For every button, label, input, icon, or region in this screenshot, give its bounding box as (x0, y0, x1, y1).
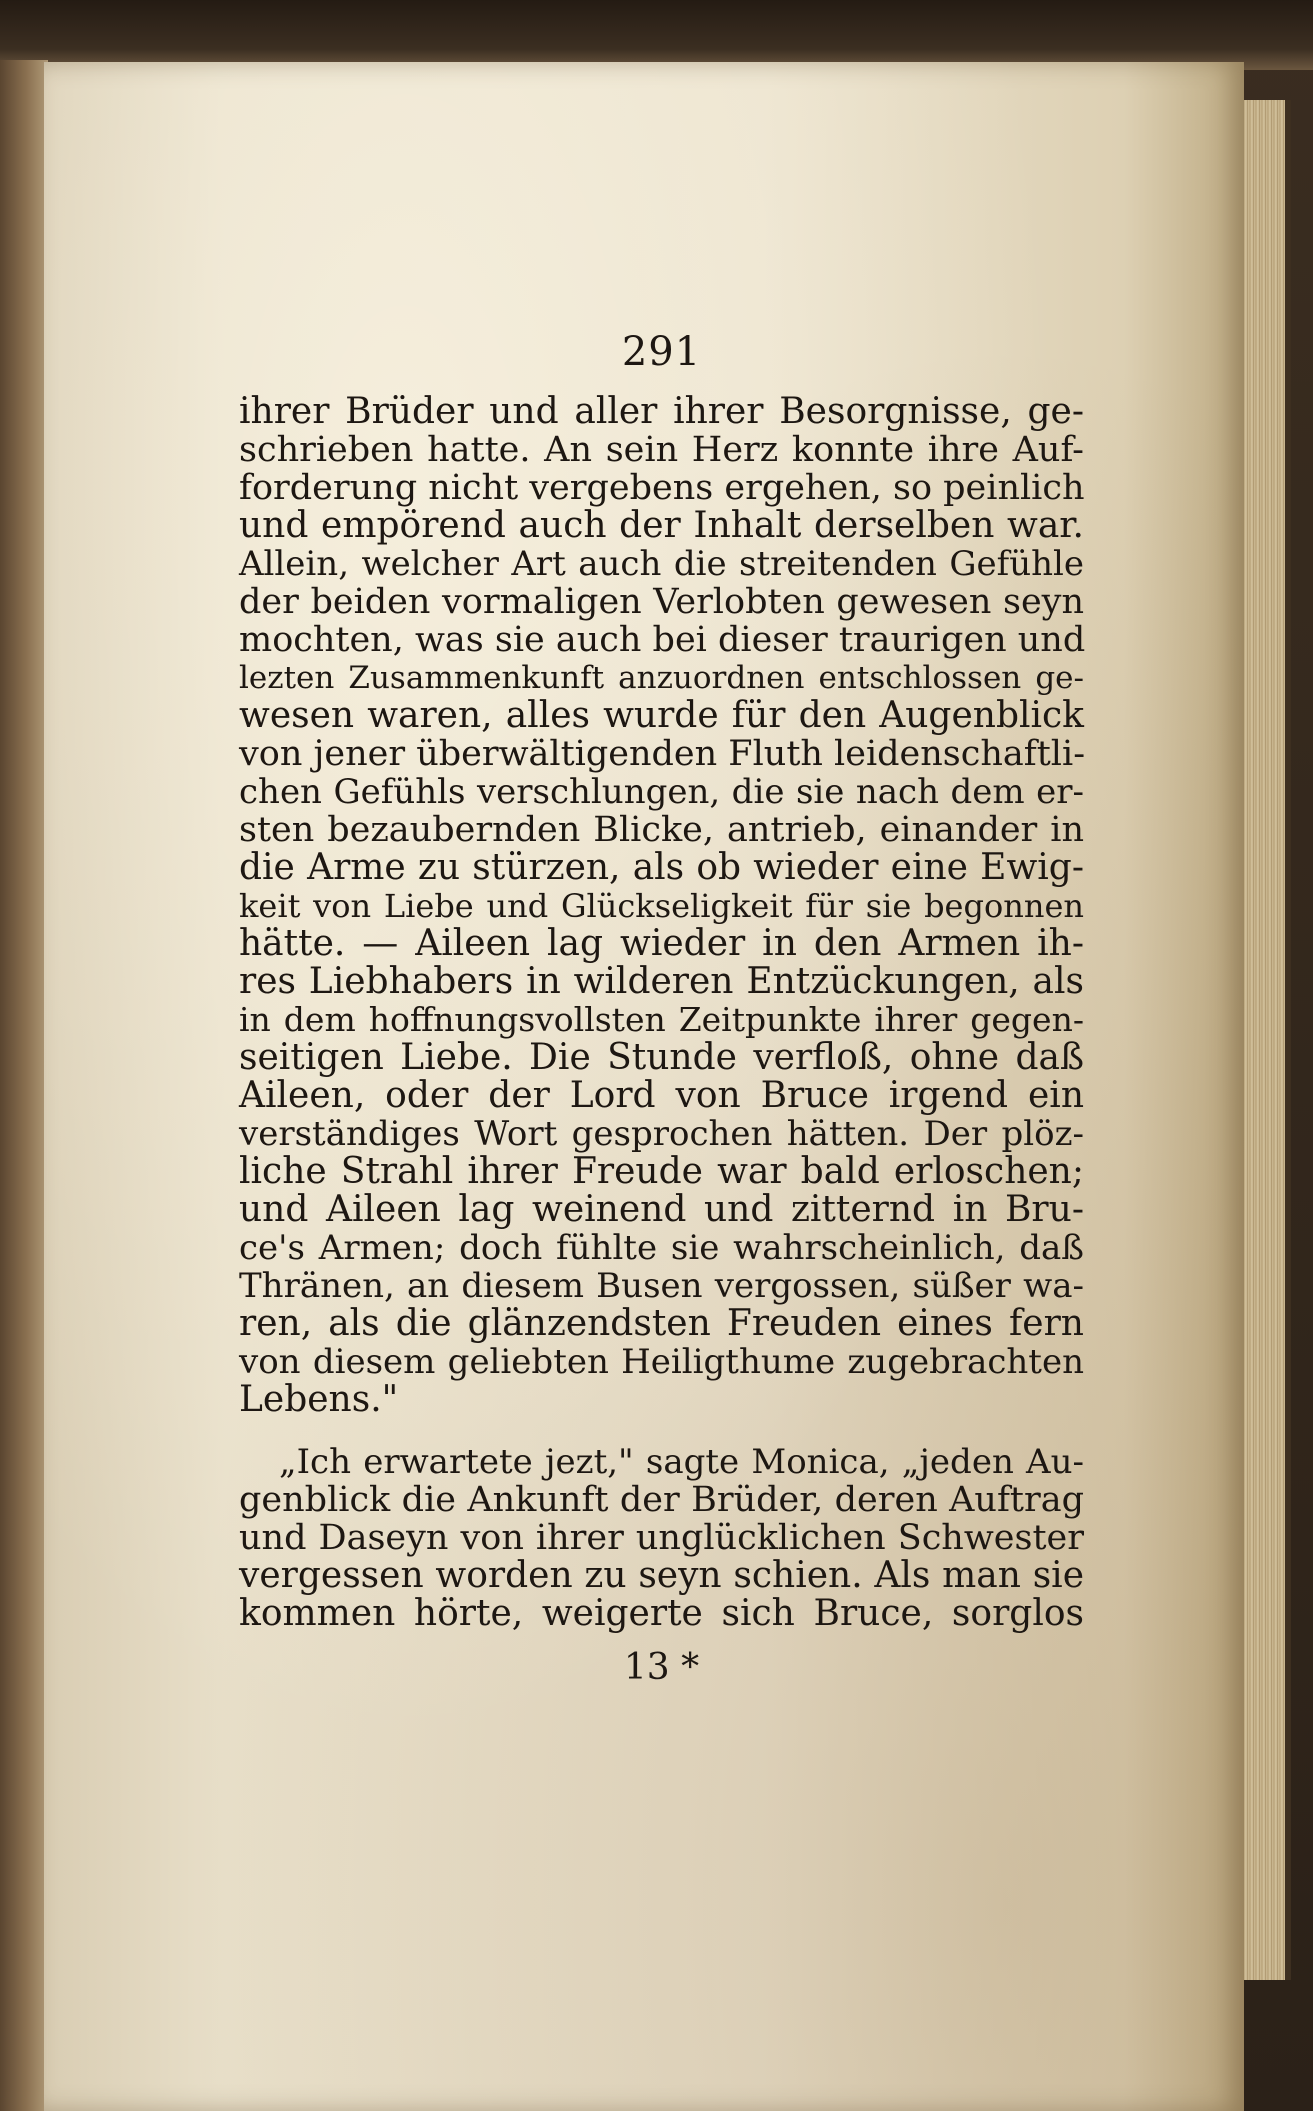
book-top-edge (0, 0, 1313, 70)
text-line: ihrer Brüder und aller ihrer Besorgnisse, ge- (239, 391, 1084, 432)
text-line: kommen hörte, weigerte sich Bruce, sorglos (239, 1593, 1084, 1634)
text-line: genblick die Ankunft der Brüder, deren Auftrag (239, 1480, 1084, 1520)
text-line: sten bezaubernden Blicke, antrieb, einander in (239, 810, 1084, 850)
text-line: schrieben hatte. An sein Herz konnte ihre Auf- (239, 430, 1084, 470)
text-line: in dem hoffnungsvollsten Zeitpunkte ihrer gegen- (239, 1000, 1084, 1039)
text-line: die Arme zu stürzen, als ob wieder eine Ewig- (239, 847, 1084, 888)
text-line: Lebens." (239, 1379, 399, 1420)
text-line: Allein, welcher Art auch die streitenden Gefühle (239, 544, 1084, 584)
book-page (44, 62, 1244, 2111)
text-line: ren, als die glänzendsten Freuden eines fern (239, 1303, 1084, 1344)
text-line: der beiden vormaligen Verlobten gewesen seyn (239, 582, 1084, 622)
text-line: forderung nicht vergebens ergehen, so peinlich (239, 468, 1085, 508)
text-line: von diesem geliebten Heiligthume zugebrachten (239, 1342, 1084, 1382)
text-line: und Aileen lag weinend und zitternd in Bru- (239, 1189, 1084, 1230)
text-line: liche Strahl ihrer Freude war bald erloschen; (239, 1151, 1084, 1192)
text-line: Thränen, an diesem Busen vergossen, süßer wa- (239, 1266, 1084, 1306)
page-number: 291 (621, 329, 702, 375)
text-line: „Ich erwartete jezt," sagte Monica, „jeden Au- (279, 1442, 1084, 1482)
text-line: chen Gefühls verschlungen, die sie nach dem er- (239, 772, 1084, 812)
text-line: ce's Armen; doch fühlte sie wahrscheinlich, daß (239, 1228, 1084, 1268)
text-line: vergessen worden zu seyn schien. Als man sie (239, 1555, 1084, 1596)
text-line: hätte. — Aileen lag wieder in den Armen ih- (239, 923, 1084, 964)
text-line: wesen waren, alles wurde für den Augenblick (239, 695, 1084, 736)
text-line: und empörend auch der Inhalt derselben war. (239, 505, 1084, 546)
text-line: lezten Zusammenkunft anzuordnen entschlossen ge- (239, 660, 1084, 696)
text-line: und Daseyn von ihrer unglücklichen Schwester (239, 1518, 1084, 1558)
text-line: Aileen, oder der Lord von Bruce irgend ein (239, 1075, 1084, 1116)
text-line: von jener überwältigenden Fluth leidenschaftli- (239, 734, 1086, 774)
signature-mark: 13 * (623, 1647, 700, 1688)
facing-page-edge (0, 60, 48, 2111)
text-line: mochten, was sie auch bei dieser traurigen und (239, 620, 1086, 660)
text-line: res Liebhabers in wilderen Entzückungen, als (239, 961, 1084, 1002)
text-line: keit von Liebe und Glückseligkeit für sie begonnen (239, 887, 1084, 925)
text-line: seitigen Liebe. Die Stunde verfloß, ohne daß (239, 1037, 1084, 1078)
text-line: verständiges Wort gesprochen hätten. Der plöz- (239, 1114, 1084, 1154)
